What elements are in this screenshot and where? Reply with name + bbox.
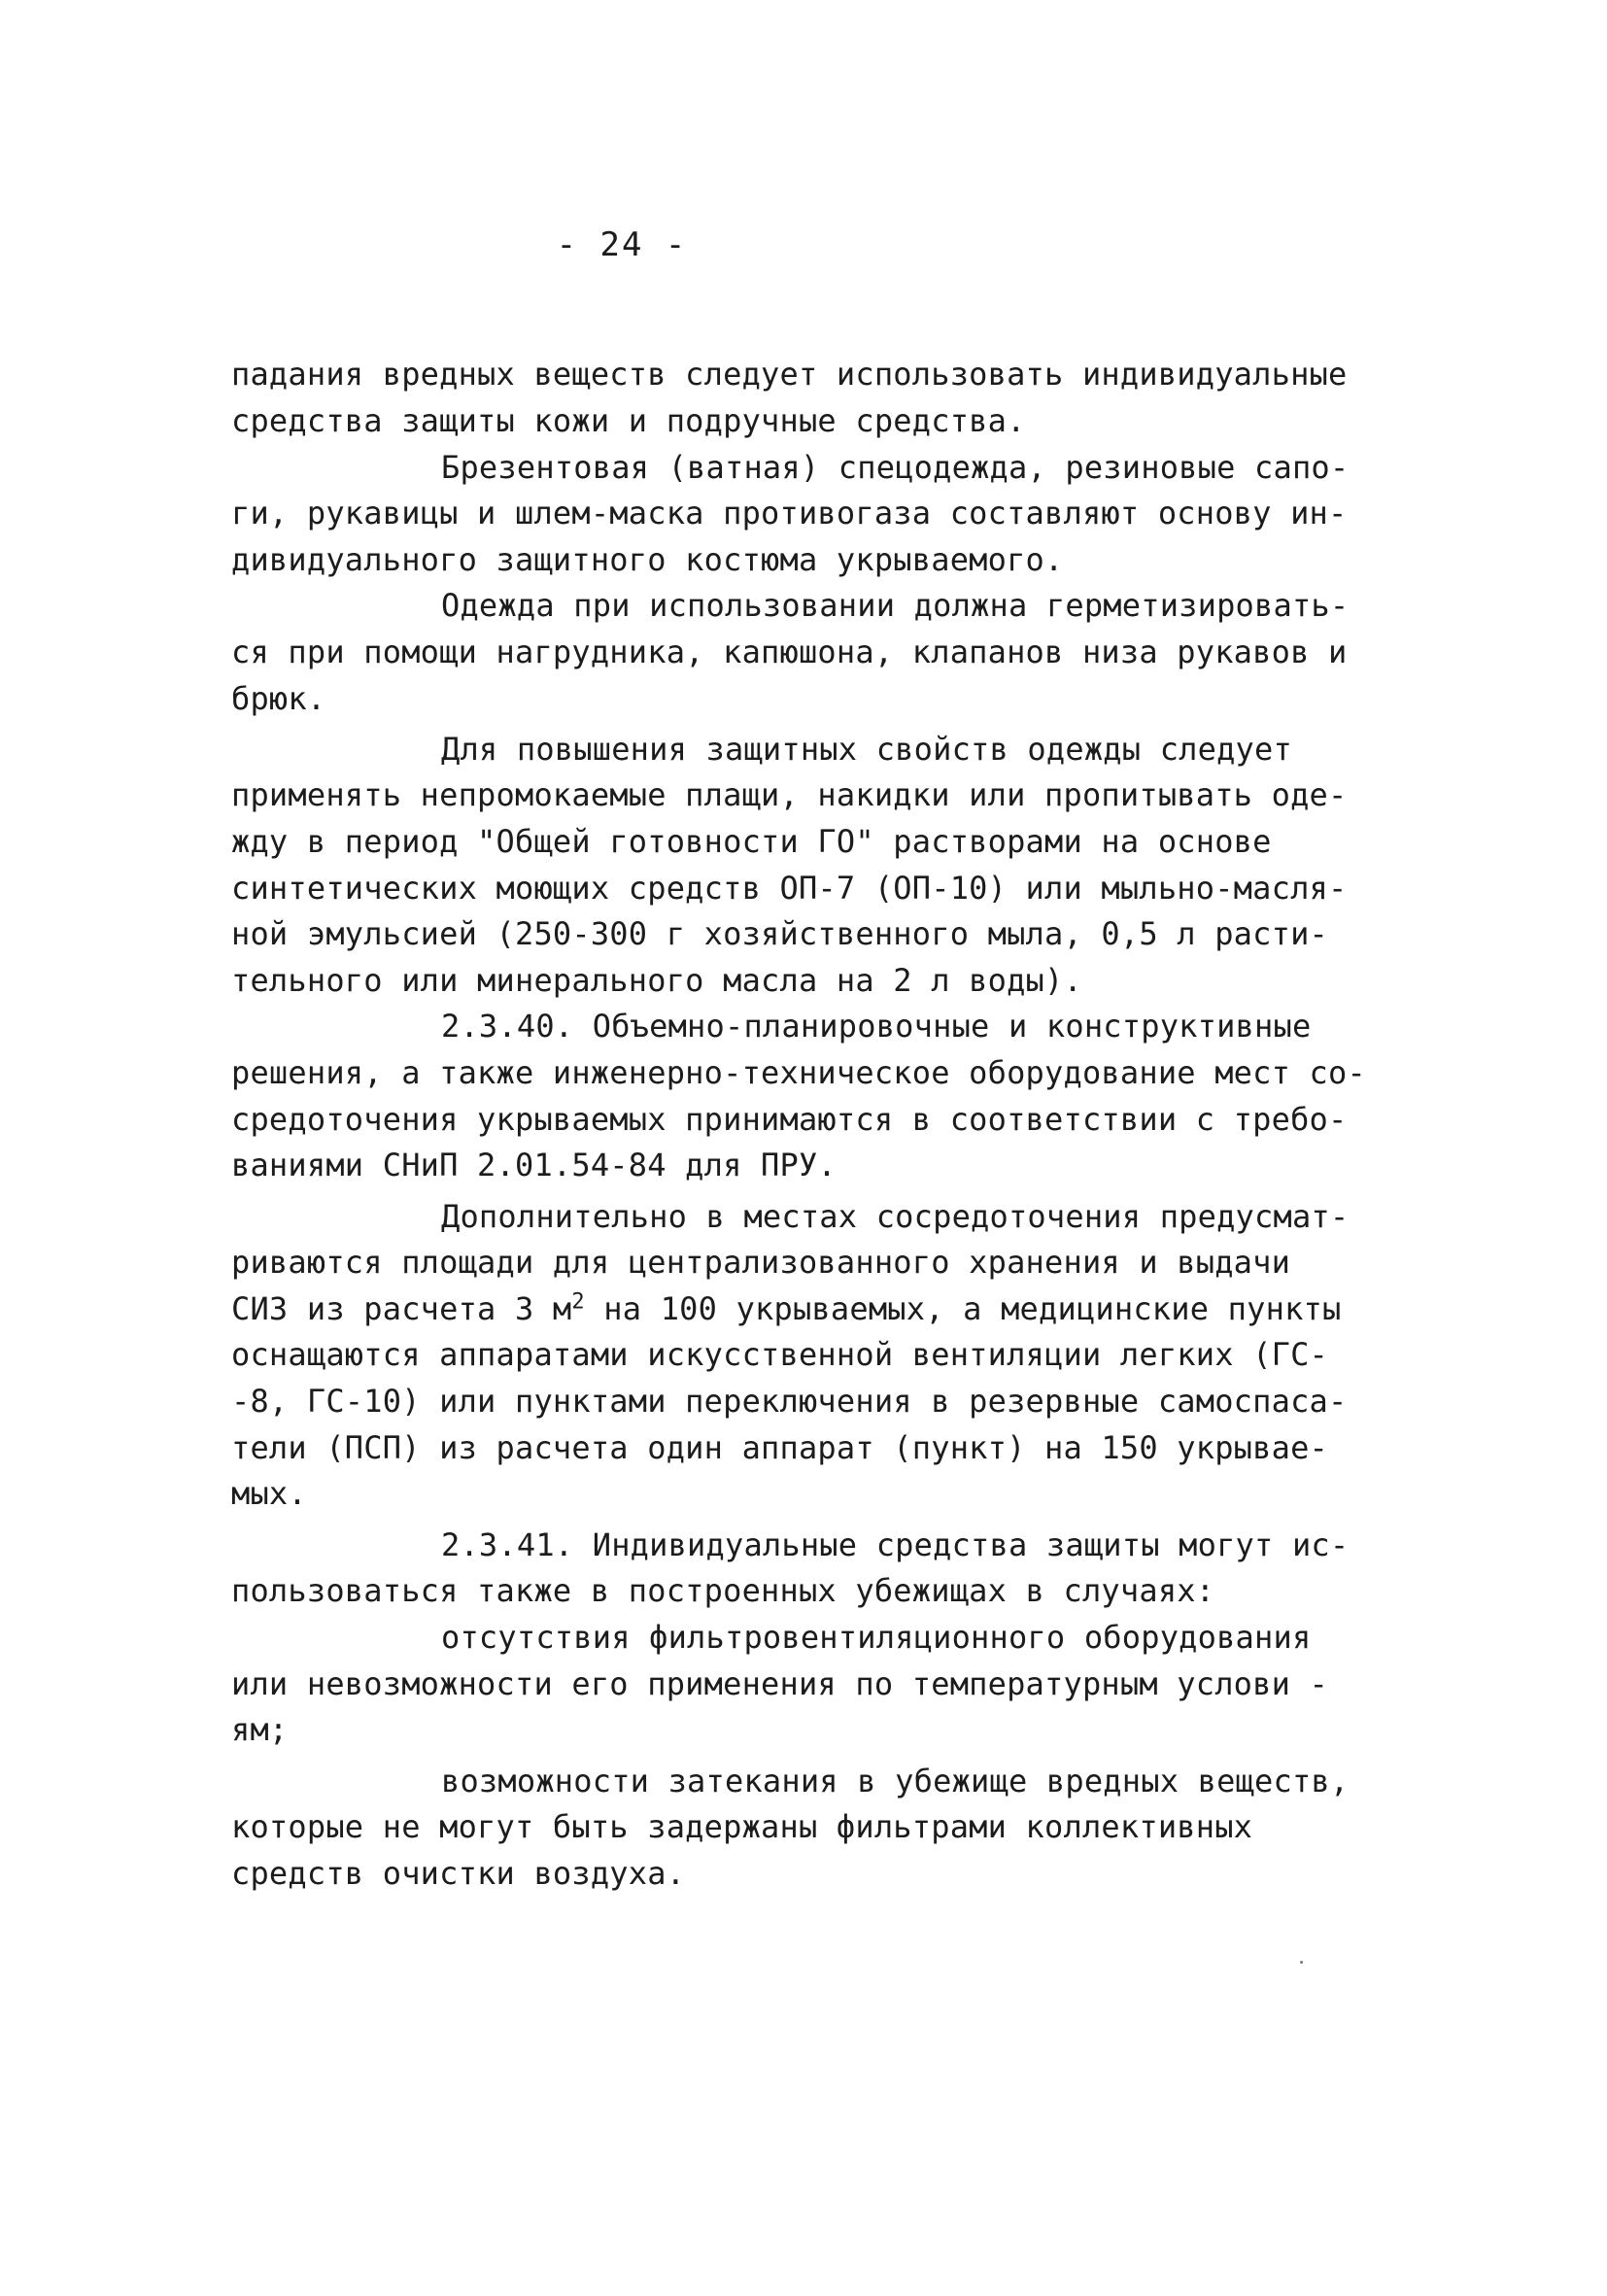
text-line: мых. (231, 1475, 307, 1512)
text-line: решения, а также инженерно-техническое оборудование мест со- (231, 1054, 1366, 1091)
text-line: риваются площади для централизованного хранения и выдачи (231, 1244, 1291, 1281)
text-line: отсутствия фильтровентиляционного оборудования (441, 1619, 1312, 1656)
text-run: СИЗ из расчета 3 м (231, 1290, 572, 1327)
text-line: синтетических моющих средств ОП-7 (ОП-10) или мыльно-масля- (231, 870, 1348, 907)
text-line: падания вредных веществ следует использовать индивидуальные (231, 356, 1348, 393)
text-line: средоточения укрываемых принимаются в соответствии с требо- (231, 1101, 1348, 1138)
text-line: ям; (231, 1711, 289, 1748)
text-line: или невозможности его применения по температурным услови - (231, 1665, 1329, 1702)
text-line: средства защиты кожи и подручные средства. (231, 402, 1026, 439)
text-line: возможности затекания в убежище вредных веществ, (441, 1763, 1350, 1799)
superscript: 2 (571, 1289, 585, 1315)
text-line: применять непромокаемые плащи, накидки или пропитывать оде- (231, 776, 1348, 813)
text-line: которые не могут быть задержаны фильтрами коллективных (231, 1808, 1253, 1845)
text-line: Одежда при использовании должна герметизировать- (441, 587, 1350, 624)
text-line: -8, ГС-10) или пунктами переключения в резервные самоспаса- (231, 1383, 1348, 1420)
text-line: тели (ПСП) из расчета один аппарат (пункт) на 150 укрывае- (231, 1429, 1329, 1466)
scan-speck (1300, 1961, 1303, 1964)
text-line: 2.3.40. Объемно-планировочные и конструктивные (441, 1008, 1312, 1045)
text-line: ной эмульсией (250-300 г хозяйственного мыла, 0,5 л расти- (231, 915, 1329, 952)
text-line: дивидуального защитного костюма укрываемого. (231, 541, 1064, 578)
text-line: тельного или минерального масла на 2 л воды). (231, 962, 1082, 999)
text-line: 2.3.41. Индивидуальные средства защиты могут ис- (441, 1526, 1350, 1563)
text-run: на 100 укрываемых, а медицинские пункты (584, 1290, 1342, 1327)
text-line: Дополнительно в местах сосредоточения предусмат- (441, 1198, 1350, 1235)
text-line: ги, рукавицы и шлем-маска противогаза составляют основу ин- (231, 495, 1348, 531)
text-line: ся при помощи нагрудника, капюшона, клапанов низа рукавов и (231, 634, 1348, 670)
text-line: жду в период "Общей готовности ГО" растворами на основе (231, 823, 1272, 860)
text-line: брюк. (231, 680, 326, 717)
text-line: оснащаются аппаратами искусственной вентиляции легких (ГС- (231, 1336, 1329, 1373)
text-line (231, 1286, 1341, 1331)
page-number: - 24 - (556, 225, 688, 264)
text-line: ваниями СНиП 2.01.54-84 для ПРУ. (231, 1147, 837, 1183)
text-line: средств очистки воздуха. (231, 1855, 686, 1892)
text-line: Брезентовая (ватная) спецодежда, резиновые сапо- (441, 449, 1350, 486)
text-line: Для повышения защитных свойств одежды следует (441, 731, 1292, 768)
text-line: пользоваться также в построенных убежищах в случаях: (231, 1572, 1215, 1609)
